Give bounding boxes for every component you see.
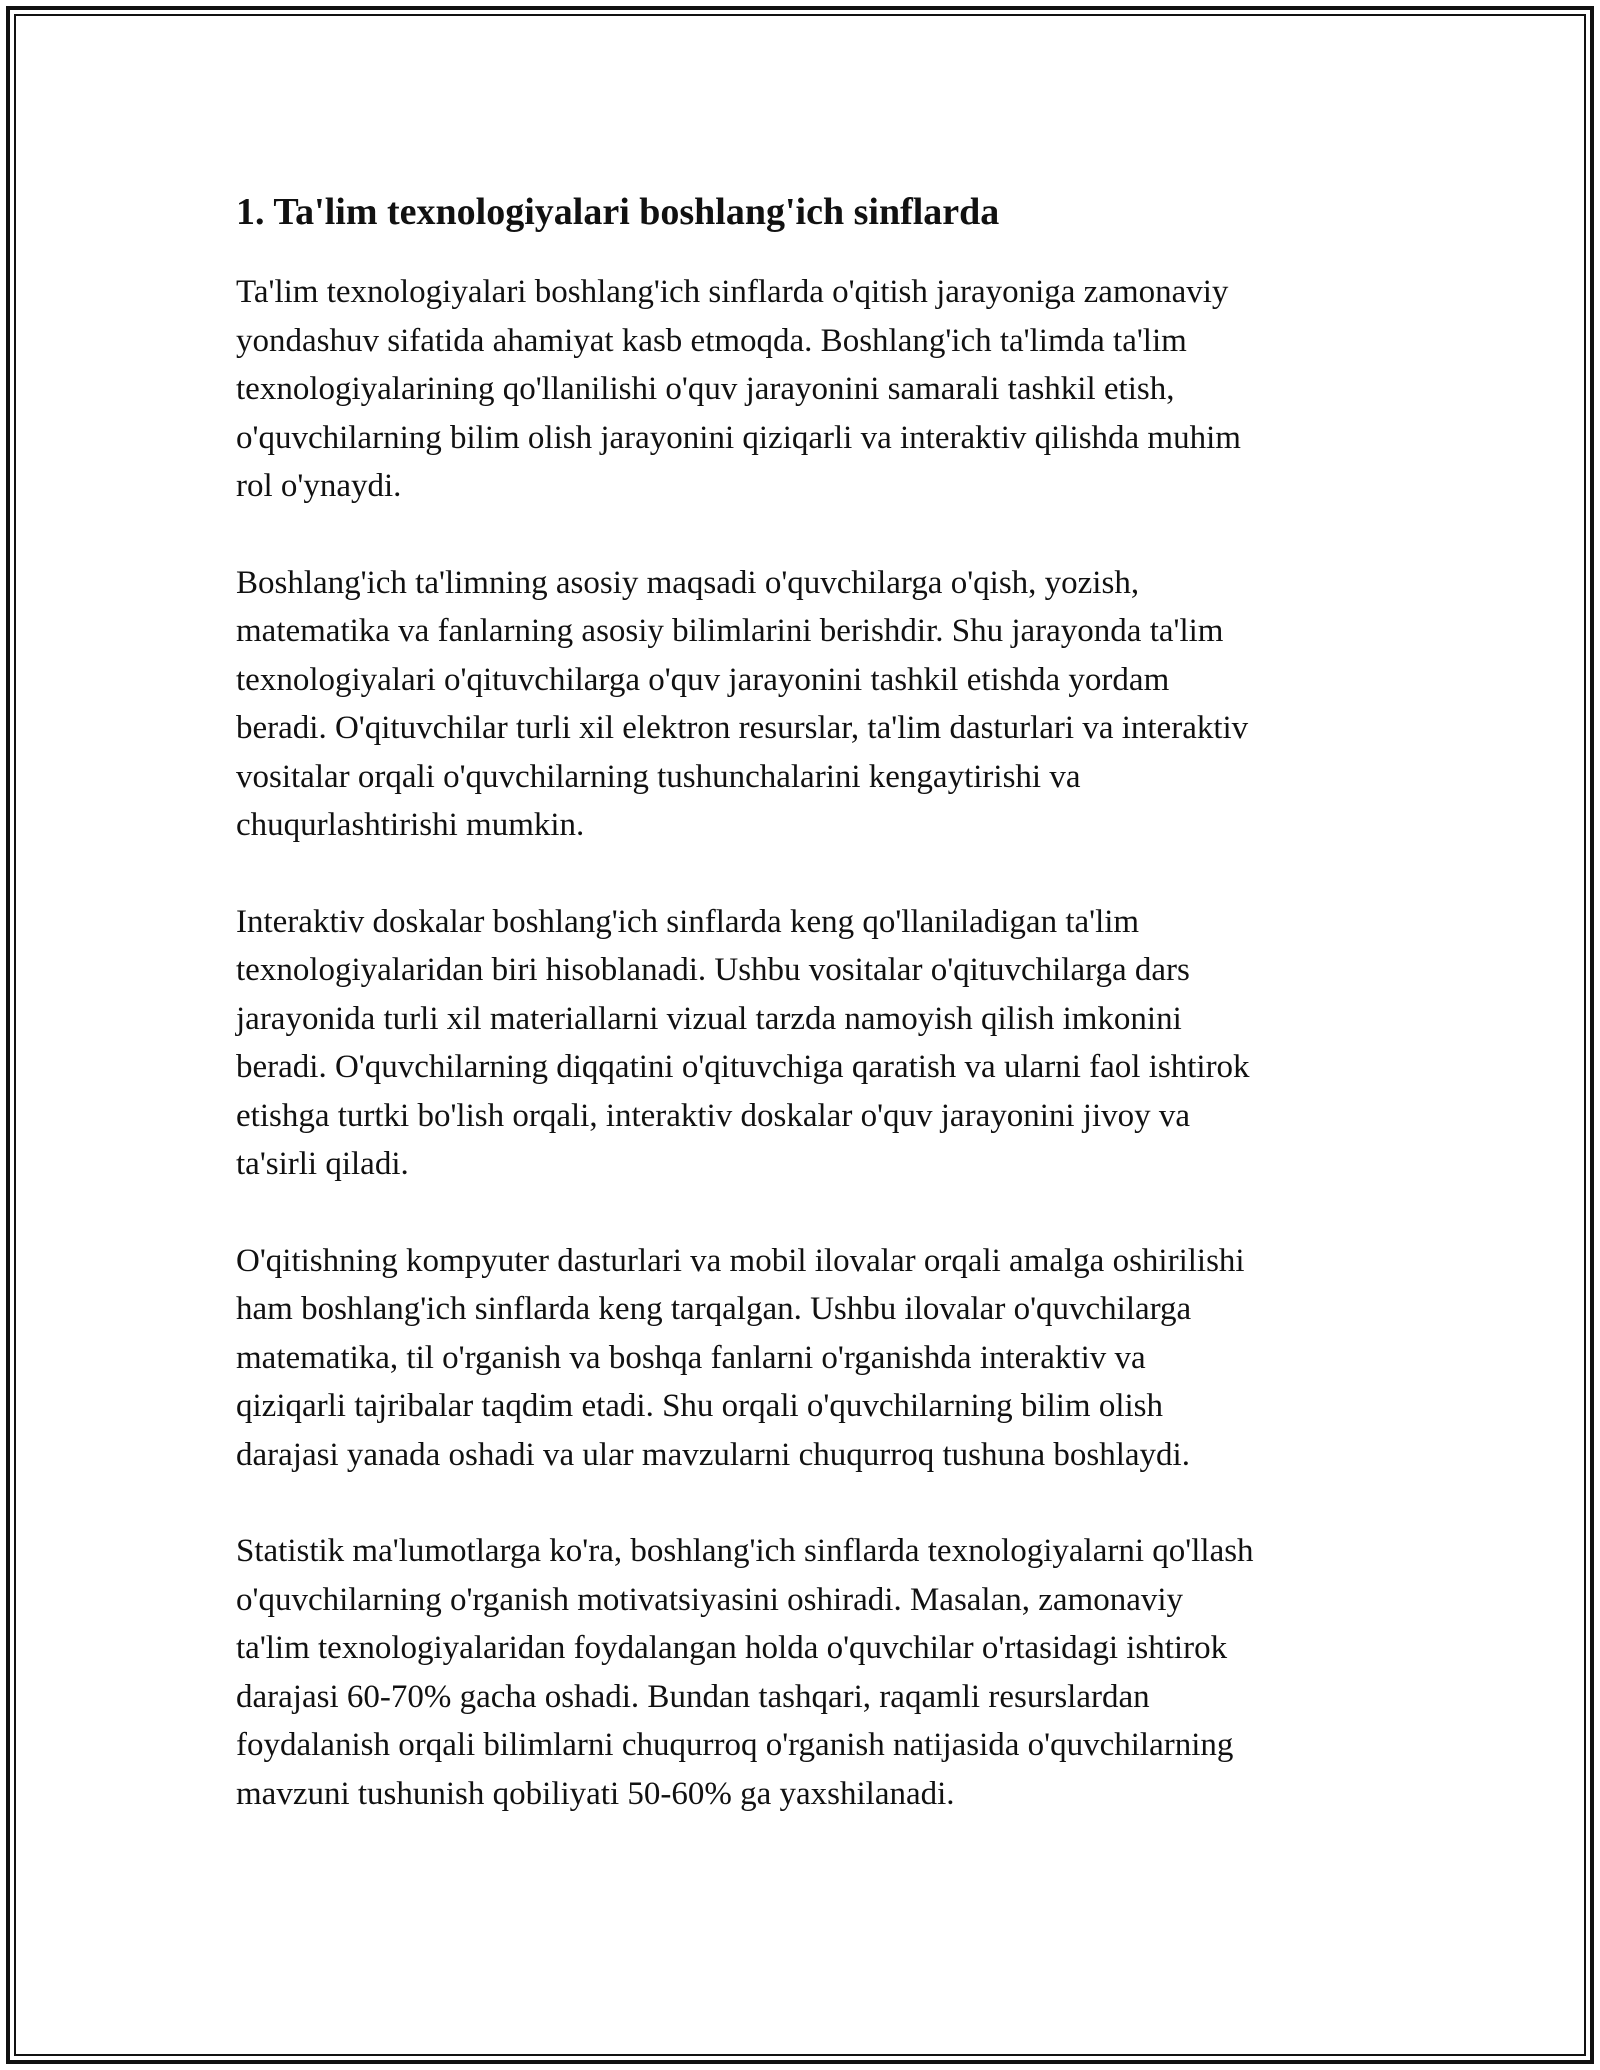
paragraph-5: Statistik ma'lumotlarga ko'ra, boshlang'ich sinflarda texnologiyalarni qo'llash o'quvchilarning o'rganish motivatsiyasini oshiradi. Masalan, zamonaviy ta'lim texnologiyalaridan foydalangan holda o'quvchilar o'rtasidagi ishtirok darajasi 60-70% gacha oshadi. Bundan tashqari, raqamli resurslardan foydalanish orqali bilimlarni chuqurroq o'rganish natijasida o'quvchilarning mavzuni tushunish qobiliyati 50-60% ga yaxshilanadi.	[236, 1533, 1254, 1812]
paragraph-1: Ta'lim texnologiyalari boshlang'ich sinflarda o'qitish jarayoniga zamonaviy yondashuv sifatida ahamiyat kasb etmoqda. Boshlang'ich ta'limda ta'lim texnologiyalarining qo'llanilishi o'quv jarayonini samarali tashkil etish, o'quvchilarning bilim olish jarayonini qiziqarli va interaktiv qilishda muhim rol o'ynaydi.	[236, 274, 1241, 504]
paragraph-4: O'qitishning kompyuter dasturlari va mobil ilovalar orqali amalga oshirilishi ham boshlang'ich sinflarda keng tarqalgan. Ushbu ilovalar o'quvchilarga matematika, til o'rganish va boshqa fanlarni o'rganishda interaktiv va qiziqarli tajribalar taqdim etadi. Shu orqali o'quvchilarning bilim olish darajasi yanada oshadi va ular mavzularni chuqurroq tushuna boshlaydi.	[236, 1242, 1245, 1473]
paragraph-3: Interaktiv doskalar boshlang'ich sinflarda keng qo'llaniladigan ta'lim texnologiyalaridan biri hisoblanadi. Ushbu vositalar o'qituvchilarga dars jarayonida turli xil materiallarni vizual tarzda namoyish qilish imkonini beradi. O'quvchilarning diqqatini o'qituvchiga qaratish va ularni faol ishtirok etishga turtki bo'lish orqali, interaktiv doskalar o'quv jarayonini jivoy va ta'sirli qiladi.	[236, 903, 1250, 1182]
paragraph-2: Boshlang'ich ta'limning asosiy maqsadi o'quvchilarga o'qish, yozish, matematika va fanlarning asosiy bilimlarini berishdir. Shu jarayonda ta'lim texnologiyalari o'qituvchilarga o'quv jarayonini tashkil etishda yordam beradi. O'qituvchilar turli xil elektron resurslar, ta'lim dasturlari va interaktiv vositalar orqali o'quvchilarning tushunchalarini kengaytirishi va chuqurlashtirishi mumkin.	[236, 564, 1249, 843]
section-title: 1. Ta'lim texnologiyalari boshlang'ich sinflarda	[236, 191, 1000, 233]
document-body	[236, 186, 1386, 1866]
